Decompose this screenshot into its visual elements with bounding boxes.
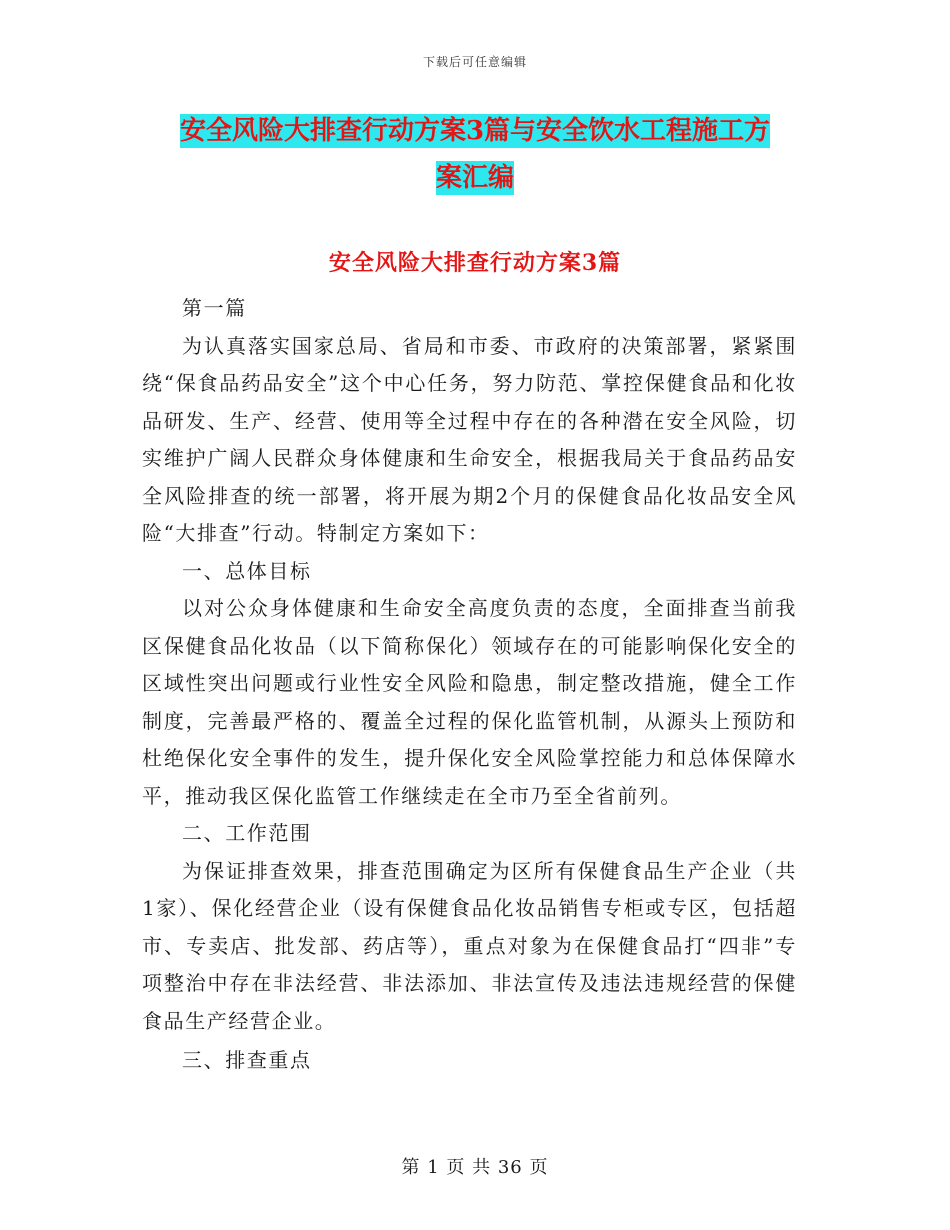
heading-inspection-focus: 三、排查重点 (182, 1048, 312, 1072)
paragraph-work-scope: 为保证排查效果，排查范围确定为区所有保健食品生产企业（共1家）、保化经营企业（设有保健食品化妆品销售专柜或专区，包括超市、专卖店、批发部、药店等），重点对象为在保健食品打“四非”专项整治中存在非法经营、非法添加、非法宣传及违法违规经营的保健食品生产经营企业。 (142, 858, 797, 1033)
page-header-note: 下载后可任意编辑 (422, 55, 527, 69)
heading-overall-goal: 一、总体目标 (182, 558, 312, 583)
section-title: 安全风险大排查行动方案3篇 (328, 250, 622, 276)
page-footer: 第 1 页 共 36 页 (401, 1157, 549, 1178)
title-line-1: 安全风险大排查行动方案3篇与安全饮水工程施工方 (179, 116, 771, 146)
document-title (140, 108, 810, 202)
paragraph-overall-goal: 以对公众身体健康和生命安全高度负责的态度，全面排查当前我区保健食品化妆品（以下简称保化）领域存在的可能影响保化安全的区域性突出问题或行业性安全风险和隐患，制定整改措施，健全工作制度，完善最严格的、覆盖全过程的保化监管机制，从源头上预防和杜绝保化安全事件的发生，提升保化安全风险掌控能力和总体保障水平，推动我区保化监管工作继续走在全市乃至全省前列。 (142, 596, 797, 808)
heading-work-scope: 二、工作范围 (182, 821, 312, 845)
document-body (142, 290, 797, 1080)
intro-paragraph: 为认真落实国家总局、省局和市委、市政府的决策部署，紧紧围绕“保食品药品安全”这个中心任务，努力防范、掌控保健食品和化妆品研发、生产、经营、使用等全过程中存在的各种潜在安全风险，切实维护广阔人民群众身体健康和生命安全，根据我局关于食品药品安全风险排查的统一部署，将开展为期2个月的保健食品化妆品安全风险“大排查”行动。特制定方案如下： (142, 333, 797, 545)
part-heading: 第一篇 (182, 296, 247, 320)
title-line-2: 案汇编 (435, 163, 514, 193)
